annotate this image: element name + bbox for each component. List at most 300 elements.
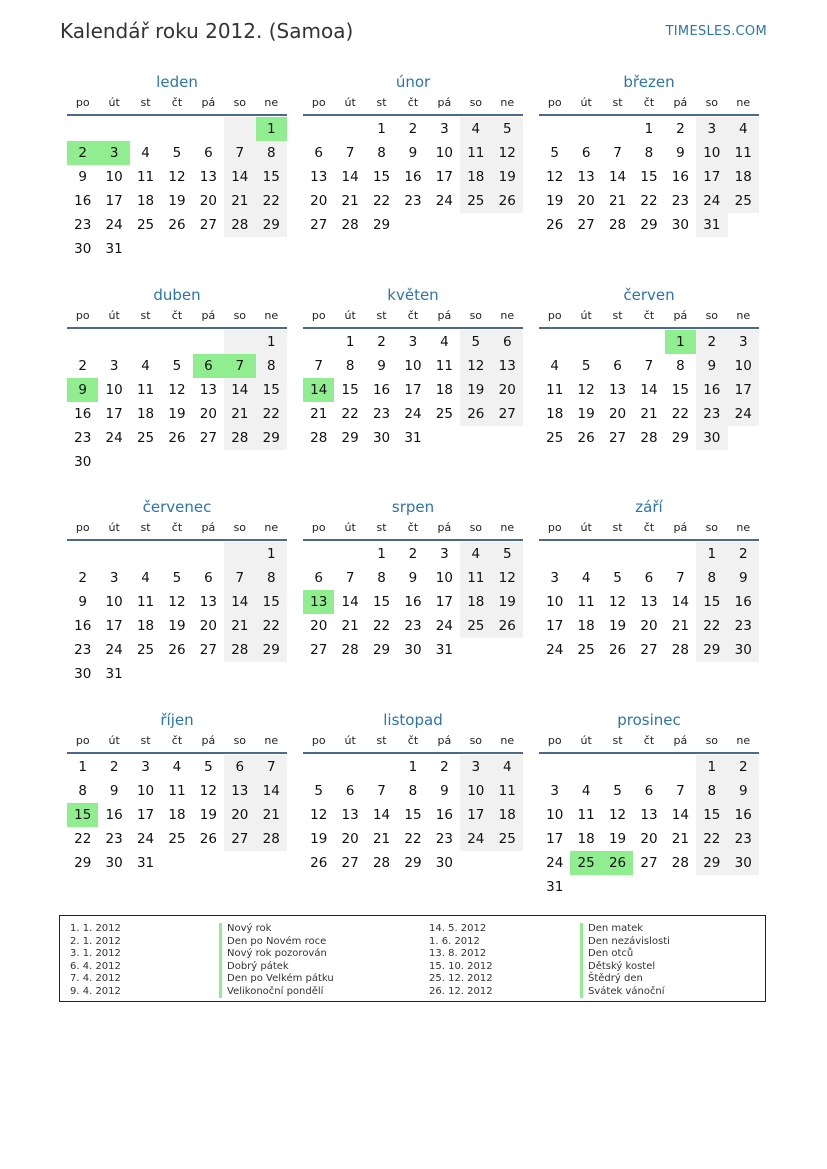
day-cell: 25 [492,827,523,851]
day-cell: 16 [435,807,453,823]
legend-date: 1. 6. 2012 [429,935,480,947]
day-cell: 13 [199,382,217,398]
empty-cell [98,330,129,354]
weekday-label: čt [643,309,655,322]
day-cell: 11 [728,141,759,165]
day-cell: 7 [676,783,685,799]
day-cell: 24 [105,642,123,658]
day-cell: 24 [460,827,491,851]
day-cell: 8 [696,566,727,590]
day-cell: 15 [404,807,422,823]
day-cell: 9 [408,570,418,586]
empty-cell [570,117,601,141]
day-cell: 10 [105,594,123,610]
day-cell: 26 [577,430,595,446]
legend-holiday-name: Nový rok pozorován [219,948,334,961]
day-cell: 2 [440,759,449,775]
day-grid [67,117,287,261]
day-cell: 24 [546,642,564,658]
day-cell: 19 [577,406,595,422]
weekday-label: st [140,521,151,534]
day-cell: 5 [172,358,182,374]
day-cell: 8 [676,358,685,374]
day-cell: 22 [372,193,391,209]
day-cell: 16 [728,803,759,827]
day-cell: 30 [728,638,759,662]
day-cell: 28 [640,430,658,446]
empty-cell [67,330,98,354]
weekday-label: pá [673,309,688,322]
day-cell: 12 [546,169,564,185]
empty-cell [539,330,570,354]
legend-date: 25. 12. 2012 [429,973,493,984]
day-cell: 21 [608,193,627,209]
weekday-label: po [75,521,90,534]
day-cell: 14 [256,779,287,803]
weekday-label: čt [643,734,655,747]
day-cell: 10 [546,594,564,610]
day-cell: 9 [78,169,87,185]
weekday-label: st [376,309,387,322]
weekday-label: po [311,521,326,534]
day-cell: 7 [314,358,323,374]
day-cell: 7 [644,358,654,374]
month-prosinec [539,710,759,899]
day-cell: 27 [199,642,217,658]
day-cell: 20 [199,618,217,634]
day-cell: 23 [696,402,727,426]
weekday-label: čt [171,734,183,747]
month-name: květen [387,286,439,304]
day-cell: 22 [341,406,359,422]
day-cell: 5 [613,783,622,799]
weekday-label: pá [437,309,452,322]
day-cell: 11 [460,566,491,590]
day-cell: 9 [696,354,727,378]
day-cell: 7 [256,755,287,779]
weekday-label: út [580,96,592,109]
page-title: Kalendář roku 2012. (Samoa) [60,19,354,43]
day-cell: 19 [608,831,627,847]
day-cell: 31 [105,241,123,257]
empty-cell [366,755,397,779]
day-cell: 26 [460,402,491,426]
day-cell: 29 [372,642,391,658]
day-cell: 19 [608,618,627,634]
month-name: srpen [391,498,435,516]
weekday-label: út [580,521,592,534]
holiday-day: 1 [256,117,287,141]
month-name: únor [395,73,431,91]
legend-date: 13. 8. 2012 [429,948,487,959]
day-cell: 6 [581,145,591,161]
day-grid [67,755,287,875]
weekday-label: st [376,521,387,534]
day-cell: 3 [696,117,727,141]
day-cell: 11 [577,594,595,610]
weekday-label: po [75,309,90,322]
day-cell: 4 [141,570,150,586]
empty-cell [303,542,334,566]
day-cell: 13 [608,382,627,398]
legend-holiday-name: Den otců [580,948,670,961]
day-cell: 14 [608,169,627,185]
brand-link[interactable]: TIMESLES.COM [665,24,767,39]
day-cell: 24 [546,855,564,871]
empty-cell [193,542,224,566]
day-cell: 8 [408,783,418,799]
day-cell: 6 [644,570,654,586]
day-cell: 12 [608,807,627,823]
day-cell: 27 [310,642,328,658]
weekday-label: ne [264,309,279,322]
month-name: září [635,498,663,516]
day-cell: 2 [676,121,685,137]
weekday-label: st [376,734,387,747]
day-cell: 14 [671,594,689,610]
day-cell: 16 [105,807,123,823]
day-cell: 10 [728,354,759,378]
weekday-label: st [612,309,623,322]
day-cell: 5 [172,145,182,161]
weekday-label: pá [201,521,216,534]
day-cell: 22 [671,406,689,422]
weekday-label: so [469,521,483,534]
weekday-label: po [75,96,90,109]
weekday-label: so [469,96,483,109]
day-cell: 5 [460,330,491,354]
day-cell: 7 [224,566,255,590]
day-cell: 17 [435,594,453,610]
day-cell: 22 [256,189,287,213]
weekday-label: čt [407,734,419,747]
day-cell: 22 [74,831,92,847]
day-cell: 24 [435,193,453,209]
empty-cell [539,117,570,141]
day-cell: 20 [640,618,658,634]
weekday-label: st [612,521,623,534]
empty-cell [665,542,696,566]
weekday-label: út [108,96,120,109]
day-cell: 11 [435,358,453,374]
day-cell: 7 [377,783,386,799]
weekday-label: út [580,309,592,322]
weekday-label: pá [437,734,452,747]
empty-cell [633,542,664,566]
empty-cell [539,755,570,779]
empty-cell [334,755,365,779]
day-cell: 13 [199,594,217,610]
day-cell: 7 [345,570,355,586]
day-cell: 16 [696,378,727,402]
day-cell: 10 [404,358,422,374]
day-cell: 28 [256,827,287,851]
day-cell: 22 [640,193,658,209]
weekday-label: po [547,734,562,747]
day-cell: 4 [460,542,491,566]
day-cell: 25 [136,217,155,233]
day-cell: 12 [492,141,523,165]
day-cell: 6 [492,330,523,354]
legend-date: 3. 1. 2012 [70,948,121,959]
day-grid [539,330,759,450]
day-cell: 6 [224,755,255,779]
day-cell: 8 [377,570,386,586]
day-cell: 3 [408,334,418,350]
weekday-header [303,92,523,116]
weekday-label: pá [673,734,688,747]
day-cell: 30 [74,454,92,470]
day-grid [539,542,759,662]
day-grid [303,755,523,875]
day-cell: 4 [440,334,449,350]
weekday-label: po [547,96,562,109]
day-cell: 26 [310,855,328,871]
day-grid [303,542,523,662]
day-cell: 19 [199,807,217,823]
day-cell: 18 [136,193,155,209]
day-cell: 10 [460,779,491,803]
day-cell: 18 [168,807,186,823]
holiday-legend [59,915,766,1002]
day-cell: 28 [671,855,689,871]
day-cell: 30 [671,217,689,233]
day-cell: 24 [105,430,123,446]
day-cell: 27 [577,217,595,233]
day-cell: 4 [728,117,759,141]
day-cell: 11 [460,141,491,165]
day-cell: 30 [435,855,453,871]
day-cell: 30 [372,430,391,446]
day-cell: 27 [199,217,217,233]
empty-cell [570,542,601,566]
day-cell: 13 [577,169,595,185]
legend-holiday-name: Nový rok [219,923,334,936]
day-cell: 26 [608,642,627,658]
month-březen [539,72,759,237]
day-cell: 21 [671,831,689,847]
day-cell: 12 [168,382,186,398]
day-cell: 17 [546,831,564,847]
legend-holiday-name: Den po Novém roce [219,936,334,949]
day-cell: 22 [696,614,727,638]
day-cell: 19 [168,193,186,209]
weekday-header [67,730,287,754]
day-cell: 10 [546,807,564,823]
day-cell: 13 [341,807,359,823]
day-cell: 23 [671,193,689,209]
empty-cell [633,330,664,354]
day-cell: 31 [105,666,123,682]
empty-cell [130,542,161,566]
day-cell: 15 [341,382,359,398]
holiday-day: 1 [665,330,696,354]
weekday-label: čt [171,309,183,322]
day-cell: 18 [460,165,491,189]
day-cell: 8 [377,145,386,161]
day-cell: 22 [256,402,287,426]
day-cell: 4 [581,783,591,799]
day-cell: 20 [224,803,255,827]
day-cell: 16 [404,594,422,610]
weekday-label: ne [736,521,751,534]
day-cell: 21 [671,618,689,634]
month-name: říjen [160,711,194,729]
day-cell: 1 [408,759,418,775]
day-cell: 27 [310,217,328,233]
day-cell: 19 [492,590,523,614]
weekday-label: ne [736,309,751,322]
day-cell: 12 [168,169,186,185]
day-cell: 1 [377,546,386,562]
day-cell: 6 [345,783,355,799]
day-cell: 15 [671,382,689,398]
day-cell: 16 [728,590,759,614]
legend-names-right [580,923,670,998]
weekday-label: pá [201,96,216,109]
day-cell: 12 [608,594,627,610]
day-cell: 29 [640,217,658,233]
day-cell: 4 [460,117,491,141]
empty-cell [633,755,664,779]
empty-cell [161,117,192,141]
weekday-label: čt [643,521,655,534]
day-cell: 8 [78,783,87,799]
month-říjen [67,710,287,875]
weekday-label: út [344,96,356,109]
weekday-header [539,305,759,329]
day-cell: 13 [199,169,217,185]
day-cell: 29 [74,855,92,871]
day-cell: 20 [199,193,217,209]
month-květen [303,285,523,450]
day-cell: 5 [204,759,213,775]
day-cell: 18 [546,406,564,422]
day-cell: 21 [224,402,255,426]
day-cell: 14 [224,165,255,189]
weekday-label: so [233,734,247,747]
day-cell: 11 [546,382,564,398]
day-cell: 21 [640,406,658,422]
day-cell: 18 [435,382,453,398]
empty-cell [602,330,633,354]
weekday-label: so [469,734,483,747]
month-name: duben [153,286,201,304]
weekday-label: so [705,309,719,322]
legend-holiday-name: Štědrý den [580,973,670,986]
day-cell: 8 [256,141,287,165]
day-cell: 22 [372,618,391,634]
weekday-label: ne [500,521,515,534]
day-cell: 31 [136,855,155,871]
day-cell: 3 [728,330,759,354]
day-cell: 18 [492,803,523,827]
day-cell: 23 [435,831,453,847]
day-cell: 6 [314,145,323,161]
day-cell: 21 [341,618,359,634]
day-cell: 27 [341,855,359,871]
day-cell: 1 [377,121,386,137]
day-cell: 6 [204,145,213,161]
day-cell: 13 [492,354,523,378]
day-cell: 11 [492,779,523,803]
day-cell: 7 [676,570,685,586]
day-cell: 14 [341,169,359,185]
day-cell: 14 [372,807,391,823]
month-name: listopad [383,711,443,729]
legend-holiday-name: Velikonoční pondělí [219,986,334,999]
day-cell: 5 [550,145,559,161]
day-cell: 24 [696,189,727,213]
empty-cell [67,117,98,141]
day-cell: 24 [435,618,453,634]
day-cell: 21 [310,406,328,422]
weekday-header [303,305,523,329]
day-cell: 28 [341,642,359,658]
day-cell: 29 [372,217,391,233]
month-leden [67,72,287,261]
day-cell: 4 [550,358,559,374]
day-cell: 17 [728,378,759,402]
day-cell: 30 [74,666,92,682]
weekday-label: ne [264,521,279,534]
day-cell: 23 [404,618,422,634]
day-cell: 29 [341,430,359,446]
day-cell: 3 [141,759,150,775]
day-cell: 10 [435,145,453,161]
day-cell: 20 [492,378,523,402]
day-cell: 7 [613,145,622,161]
empty-cell [602,542,633,566]
weekday-header [67,92,287,116]
weekday-label: ne [736,96,751,109]
day-cell: 26 [168,217,186,233]
day-cell: 16 [74,618,92,634]
day-cell: 1 [78,759,87,775]
weekday-label: ne [736,734,751,747]
weekday-label: st [140,309,151,322]
weekday-label: út [344,734,356,747]
weekday-label: ne [500,96,515,109]
month-září [539,497,759,662]
weekday-label: po [311,309,326,322]
day-cell: 21 [256,803,287,827]
weekday-label: út [344,521,356,534]
day-cell: 25 [435,406,453,422]
day-grid [303,330,523,450]
day-cell: 28 [341,217,359,233]
day-cell: 19 [492,165,523,189]
day-cell: 10 [105,169,123,185]
day-cell: 20 [577,193,595,209]
day-cell: 25 [546,430,564,446]
weekday-label: so [705,96,719,109]
weekday-label: so [233,521,247,534]
day-cell: 3 [440,546,449,562]
empty-cell [602,755,633,779]
weekday-label: st [612,96,623,109]
day-cell: 29 [696,638,727,662]
day-cell: 21 [341,193,359,209]
day-cell: 14 [224,590,255,614]
weekday-label: čt [171,96,183,109]
day-cell: 7 [224,141,255,165]
day-cell: 1 [644,121,654,137]
day-cell: 12 [168,594,186,610]
empty-cell [161,330,192,354]
day-cell: 27 [199,430,217,446]
day-cell: 6 [204,570,213,586]
